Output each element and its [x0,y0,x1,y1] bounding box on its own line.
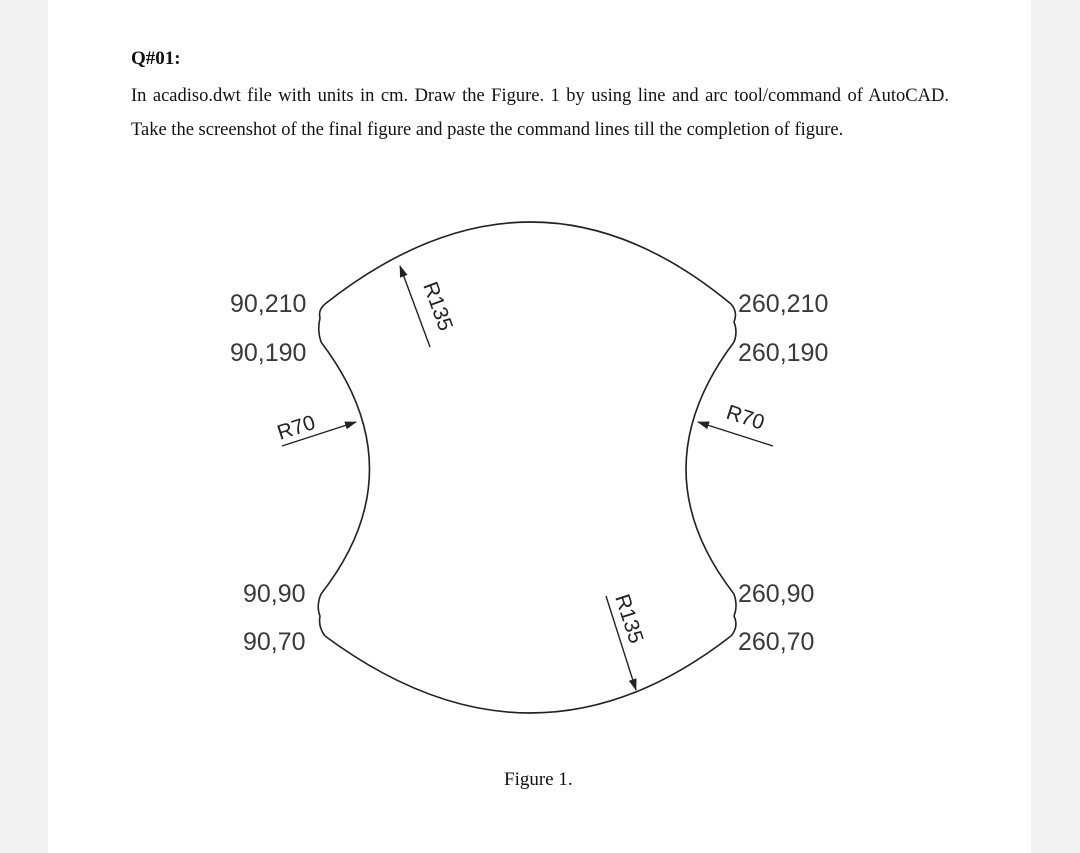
label-260-90: 260,90 [738,580,815,608]
r135-top-label: R135 [418,278,458,334]
question-title: Q#01: [131,48,181,69]
left-bottom-line [318,594,325,636]
right-top-line [731,304,736,342]
left-arc [321,342,370,594]
bottom-arc [325,636,731,713]
r70-left-label: R70 [274,410,319,445]
label-90-90: 90,90 [243,580,306,608]
r70-right-label: R70 [723,400,768,435]
left-top-line [319,304,325,342]
label-260-190: 260,190 [738,339,829,367]
figure-caption: Figure 1. [504,769,573,790]
label-90-210: 90,210 [230,290,307,318]
right-bottom-line [731,594,736,636]
right-arc [686,342,734,594]
label-90-70: 90,70 [243,628,306,656]
r135-top-dimension [400,266,457,347]
r70-left-dimension [274,411,356,446]
r135-bottom-label: R135 [610,591,648,647]
document-page [48,0,1031,853]
label-260-70: 260,70 [738,628,815,656]
label-260-210: 260,210 [738,290,829,318]
cad-figure [48,0,1031,853]
r135-bottom-dimension [606,591,648,690]
question-text: In acadiso.dwt file with units in cm. Draw the Figure. 1 by using line and arc tool/command of AutoCAD. Take the screenshot of the final figure and paste the command lines till the completion of figure. [131,86,949,140]
label-90-190: 90,190 [230,339,307,367]
top-arc [325,222,731,304]
r70-right-dimension [698,401,773,446]
